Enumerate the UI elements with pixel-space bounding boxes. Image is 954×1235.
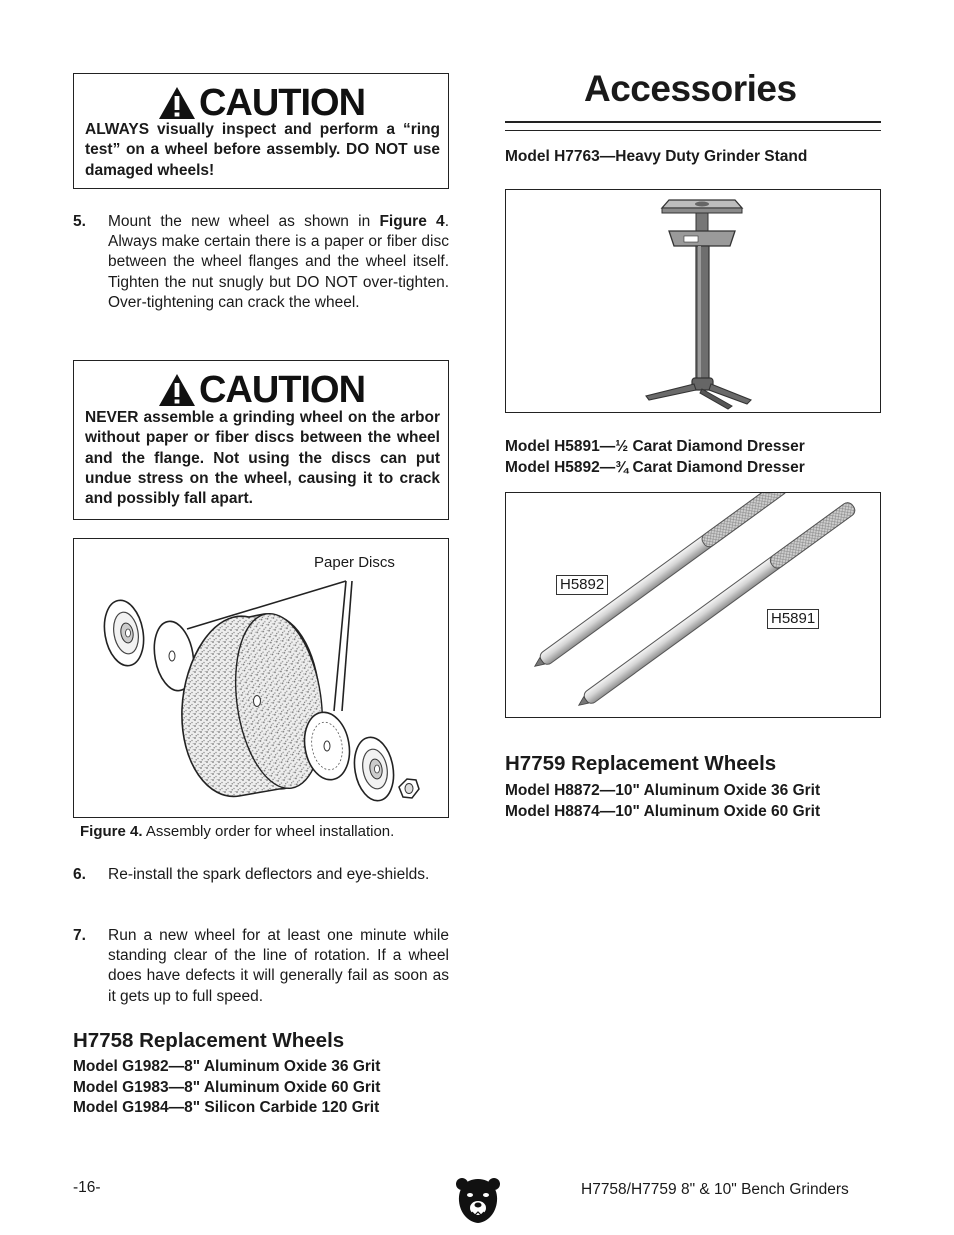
step-number: 7. xyxy=(73,927,86,944)
wheel-assembly-illustration xyxy=(74,539,447,816)
caution-title: CAUTION xyxy=(198,82,366,124)
stand-model-line: Model H7763—Heavy Duty Grinder Stand xyxy=(505,148,808,165)
warning-triangle-icon xyxy=(157,85,197,121)
step-text: Mount the new wheel as shown in Figure 4. Always make certain there is a paper or fiber disc between the wheel flanges and the wheel itself. Tighten the nut snugly but DO NOT over-tighten. Over-tightening can crack the wheel. xyxy=(108,213,449,311)
model-line: Model G1983—8" Aluminum Oxide 60 Grit xyxy=(73,1078,381,1096)
page-title: Accessories xyxy=(584,68,797,109)
h7758-heading: H7758 Replacement Wheels xyxy=(73,1029,345,1052)
model-line: Model H5892—¾ Carat Diamond Dresser xyxy=(505,458,805,476)
step-number: 5. xyxy=(73,213,86,230)
model-line: Model H5891—½ Carat Diamond Dresser xyxy=(505,438,805,455)
model-line: Model H8874—10" Aluminum Oxide 60 Grit xyxy=(505,802,821,820)
step-5 xyxy=(73,212,449,336)
model-line: Model H8872—10" Aluminum Oxide 36 Grit xyxy=(505,782,821,799)
step-number: 6. xyxy=(73,866,86,883)
model-line: Model G1982—8" Aluminum Oxide 36 Grit xyxy=(73,1058,381,1075)
title-rule-thin xyxy=(505,130,881,131)
figure-reference: Figure 4 xyxy=(379,213,445,230)
h7759-heading: H7759 Replacement Wheels xyxy=(505,752,777,775)
diamond-dresser-figure xyxy=(505,492,881,718)
title-rule-thick xyxy=(505,121,881,123)
step-7 xyxy=(73,926,449,1010)
dresser-model-list xyxy=(505,437,805,478)
caution-box-ring-test xyxy=(73,73,449,189)
h7759-model-list xyxy=(505,781,820,822)
grinder-stand-figure xyxy=(505,189,881,413)
caution-text: NEVER assemble a grinding wheel on the arbor without paper or fiber discs between the wheel and the flange. Not using the discs can put undue stress on the wheel, causing it to crack and possibly fall apart. xyxy=(85,409,440,508)
model-line: Model G1984—8" Silicon Carbide 120 Grit xyxy=(73,1099,380,1116)
caution-title: CAUTION xyxy=(198,369,366,411)
caution-box-paper-discs xyxy=(73,360,449,520)
step-text: Re-install the spark deflectors and eye-shields. xyxy=(108,866,430,883)
warning-triangle-icon xyxy=(157,372,197,408)
grizzly-bear-logo xyxy=(455,1175,501,1225)
caution-text: ALWAYS visually inspect and perform a “ring test” on a wheel before assembly. DO NOT use damaged wheels! xyxy=(85,121,440,179)
figure-4-caption: Figure 4. Assembly order for wheel installation. xyxy=(80,823,395,840)
h5891-label: H5891 xyxy=(767,609,819,629)
caution-header xyxy=(74,371,448,409)
paper-discs-callout: Paper Discs xyxy=(314,554,395,571)
step-6 xyxy=(73,865,449,907)
grinder-stand-illustration xyxy=(506,190,879,411)
h5892-label: H5892 xyxy=(556,575,608,595)
page-number: -16- xyxy=(73,1179,101,1196)
figure-4-box xyxy=(73,538,449,818)
h7758-model-list xyxy=(73,1057,380,1119)
caution-header xyxy=(74,84,448,122)
diamond-dresser-illustration xyxy=(506,493,879,716)
step-text: Run a new wheel for at least one minute while standing clear of the line of rotation. If a wheel does have defects it will generally fail as soon as it gets up to full speed. xyxy=(108,927,449,1005)
document-title: H7758/H7759 8" & 10" Bench Grinders xyxy=(581,1181,849,1198)
